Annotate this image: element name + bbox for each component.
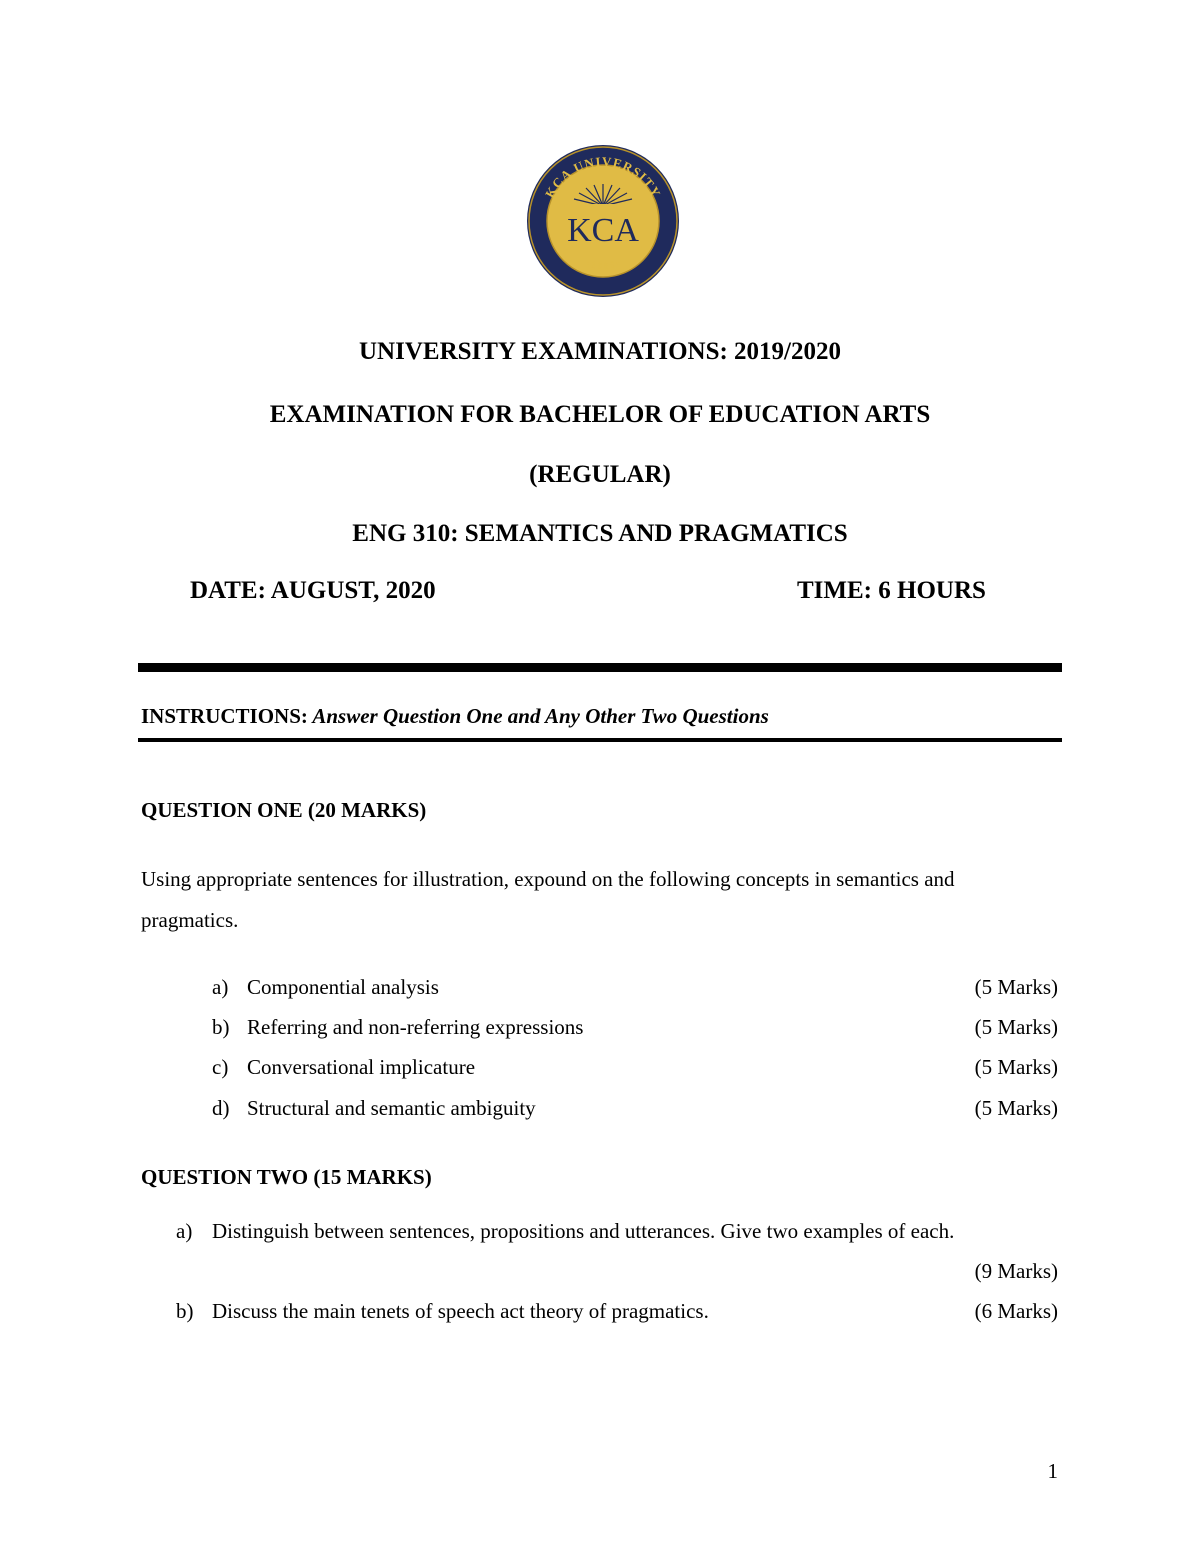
logo-monogram: KCA	[567, 212, 639, 249]
question-one-heading: QUESTION ONE (20 MARKS)	[141, 798, 427, 822]
question-one-intro	[141, 866, 1061, 932]
item-marks: (5 Marks)	[974, 1015, 1058, 1039]
item-letter: a)	[212, 975, 229, 999]
item-marks: (6 Marks)	[974, 1299, 1058, 1323]
item-letter: b)	[212, 1015, 230, 1039]
question-two-heading: QUESTION TWO (15 MARKS)	[141, 1165, 432, 1189]
instructions-label: INSTRUCTIONS:	[141, 704, 308, 728]
logo-ring-text: KCA UNIVERSITY	[541, 153, 665, 201]
item-marks: (5 Marks)	[974, 1055, 1058, 1079]
item-letter: b)	[176, 1299, 194, 1323]
page-number: 1	[1047, 1459, 1058, 1483]
question-one-item	[0, 974, 1200, 1000]
question-one-item	[0, 1054, 1200, 1080]
item-marks: (9 Marks)	[974, 1259, 1058, 1283]
instructions-divider	[138, 738, 1062, 742]
instructions	[141, 703, 769, 729]
mode-label: (REGULAR)	[529, 461, 671, 488]
logo-year: • 1 9 8 9 •	[584, 257, 622, 271]
item-letter: c)	[212, 1055, 229, 1079]
item-text: Distinguish between sentences, propositions and utterances. Give two examples of each.	[212, 1219, 955, 1243]
course-title: ENG 310: SEMANTICS AND PRAGMATICS	[352, 520, 848, 547]
item-text: Structural and semantic ambiguity	[247, 1096, 536, 1120]
programme-title: EXAMINATION FOR BACHELOR OF EDUCATION ARTS	[269, 401, 931, 428]
item-marks: (5 Marks)	[974, 975, 1058, 999]
item-text: Discuss the main tenets of speech act theory of pragmatics.	[212, 1299, 709, 1323]
question-one-intro-line1: Using appropriate sentences for illustration, expound on the following concepts in semantics and	[141, 867, 955, 891]
exam-date: DATE: AUGUST, 2020	[190, 577, 436, 604]
item-letter: a)	[176, 1219, 193, 1243]
question-one-item	[0, 1014, 1200, 1040]
question-two-item	[0, 1218, 1200, 1244]
item-text: Conversational implicature	[247, 1055, 476, 1079]
item-text: Componential analysis	[247, 975, 439, 999]
question-two-item-marks-row	[0, 1258, 1200, 1284]
instructions-text: Answer Question One and Any Other Two Questions	[307, 704, 769, 728]
question-two-item	[0, 1298, 1200, 1324]
item-letter: d)	[212, 1096, 230, 1120]
question-one-item	[0, 1095, 1200, 1121]
item-marks: (5 Marks)	[974, 1096, 1058, 1120]
header-divider-thick	[138, 663, 1062, 672]
exam-session-title: UNIVERSITY EXAMINATIONS: 2019/2020	[359, 338, 841, 365]
exam-duration: TIME: 6 HOURS	[797, 577, 986, 604]
kca-university-logo	[526, 144, 680, 298]
question-one-intro-line2: pragmatics.	[141, 908, 239, 932]
item-text: Referring and non-referring expressions	[247, 1015, 584, 1039]
